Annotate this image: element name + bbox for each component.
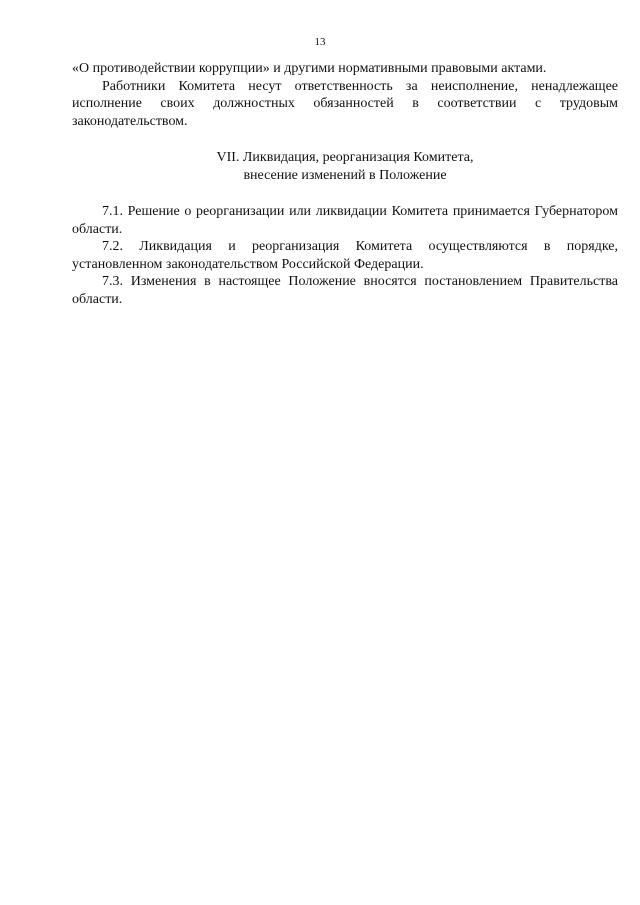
document-body [72,60,618,308]
section-heading [72,149,618,184]
clause-7-1: 7.1. Решение о реорганизации или ликвидации Комитета принимается Губернатором области. [72,204,618,237]
section-heading-line-1: VII. Ликвидация, реорганизация Комитета, [216,150,474,165]
paragraph-responsibility: Работники Комитета несут ответственность за неисполнение, ненадлежащее исполнение своих должностных обязанностей в соответствии с трудовым законодательством. [72,78,618,129]
clause-7-2: 7.2. Ликвидация и реорганизация Комитета осуществляются в порядке, установленном законодательством Российской Федерации. [72,239,618,272]
clause-7-3: 7.3. Изменения в настоящее Положение вносятся постановлением Правительства области. [72,274,618,307]
page-number: 13 [314,36,326,48]
section-heading-line-2: внесение изменений в Положение [243,167,447,183]
paragraph-continuation: «О противодействии коррупции» и другими нормативными правовыми актами. [72,61,547,76]
